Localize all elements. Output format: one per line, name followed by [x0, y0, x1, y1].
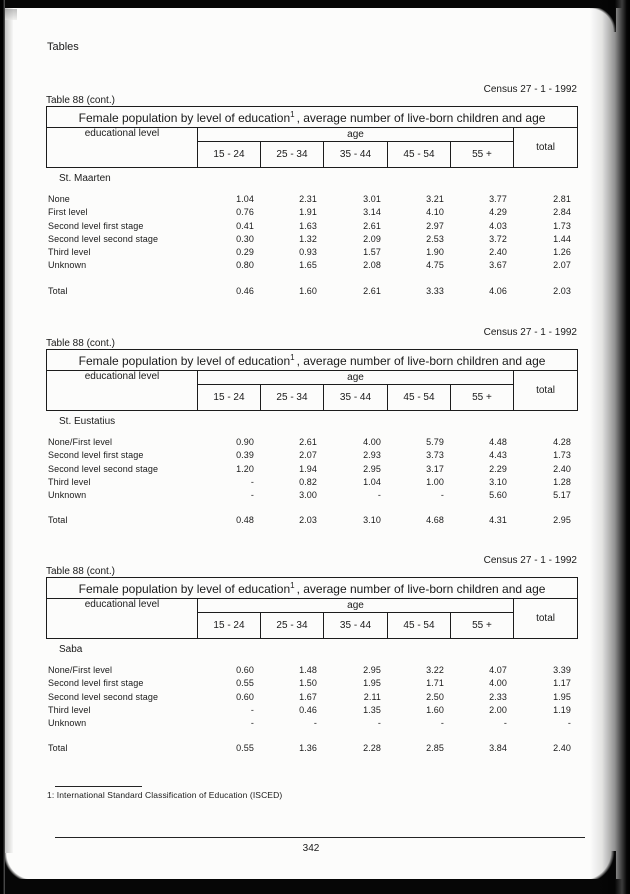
cell-value: 3.17	[426, 463, 444, 474]
cell-value: -	[250, 490, 254, 501]
cell-value: 4.31	[489, 515, 507, 526]
age-group-header: age	[198, 371, 514, 385]
age-range-header: 35 - 44	[324, 613, 388, 639]
table-title-suffix: , average number of live-born children and age	[296, 110, 546, 125]
cell-value: 1.17	[553, 678, 571, 689]
table-row	[46, 476, 577, 489]
total-column-header: total	[514, 128, 578, 168]
table-row	[46, 449, 577, 462]
age-range-header: 35 - 44	[324, 142, 388, 168]
cell-value: 3.72	[489, 233, 507, 244]
cell-value: 1.67	[299, 691, 317, 702]
age-range-header: 15 - 24	[198, 385, 261, 411]
page-number: 342	[302, 843, 320, 854]
cell-value: 4.06	[489, 285, 507, 296]
cell-value: 0.93	[299, 247, 317, 258]
cell-value: 1.32	[299, 233, 317, 244]
footnote: 1: International Standard Classification of Education (ISCED)	[47, 790, 283, 800]
cell-value: 2.95	[553, 515, 571, 526]
cell-value: 1.73	[553, 450, 571, 461]
row-label: Second level first stage	[48, 678, 144, 689]
cell-value: 2.50	[426, 691, 444, 702]
row-label: Third level	[48, 704, 91, 715]
cell-value: -	[313, 718, 317, 729]
census-table-block	[46, 555, 577, 756]
cell-value: 1.57	[363, 247, 381, 258]
region-label: St. Eustatius	[59, 416, 116, 427]
footnote-marker: 1	[290, 109, 295, 119]
cell-value: 4.00	[489, 678, 507, 689]
cell-value: 2.95	[363, 665, 381, 675]
cell-value: 0.41	[236, 220, 254, 231]
cell-value: 2.03	[299, 515, 317, 526]
cell-value: 3.77	[489, 194, 507, 204]
census-date-label: Census 27 - 1 - 1992	[483, 84, 577, 95]
table-row	[46, 233, 577, 246]
footnote-marker: 1	[290, 580, 295, 590]
cell-value: 3.00	[299, 490, 317, 501]
cell-value: 3.67	[489, 260, 507, 271]
cell-value: 0.60	[236, 665, 254, 675]
cell-value: 4.28	[553, 437, 571, 447]
cell-value: 2.00	[489, 704, 507, 715]
table-row	[46, 514, 577, 527]
cell-value: 2.07	[553, 260, 571, 271]
scan-artifact-left-shadow	[5, 0, 13, 894]
table-number-label: Table 88 (cont.)	[46, 95, 115, 106]
cell-value: 2.85	[426, 743, 444, 754]
cell-value: 2.53	[426, 233, 444, 244]
table-row	[46, 463, 577, 476]
row-label: None/First level	[48, 665, 113, 675]
table-row	[46, 677, 577, 690]
cell-value: 2.08	[363, 260, 381, 271]
cell-value: 4.00	[363, 437, 381, 447]
row-label: Second level second stage	[48, 691, 159, 702]
row-label: None/First level	[48, 437, 113, 447]
table-title-suffix: , average number of live-born children and age	[296, 353, 546, 368]
cell-value: 2.33	[489, 691, 507, 702]
cell-value: 1.00	[426, 476, 444, 487]
cell-value: 4.68	[426, 515, 444, 526]
cell-value: 0.76	[236, 207, 254, 218]
page-header-label: Tables	[47, 41, 79, 53]
cell-value: 1.65	[299, 260, 317, 271]
table-header-grid	[46, 349, 578, 411]
cell-value: 1.04	[363, 476, 381, 487]
cell-value: 1.19	[553, 704, 571, 715]
table-row	[46, 259, 577, 272]
cell-value: 0.55	[236, 743, 254, 754]
cell-value: 2.84	[553, 207, 571, 218]
total-column-header: total	[514, 599, 578, 639]
table-row	[46, 436, 577, 449]
cell-value: 3.22	[426, 665, 444, 675]
table-title-text: Female population by level of education	[78, 581, 291, 596]
region-label: St. Maarten	[59, 173, 111, 184]
cell-value: -	[440, 490, 444, 501]
educational-level-header: educational level	[47, 371, 198, 411]
cell-value: 0.29	[236, 247, 254, 258]
cell-value: 1.95	[553, 691, 571, 702]
cell-value: 5.79	[426, 437, 444, 447]
cell-value: 3.21	[426, 194, 444, 204]
cell-value: 0.46	[236, 285, 254, 296]
table-title	[47, 107, 578, 128]
cell-value: 0.82	[299, 476, 317, 487]
cell-value: 1.71	[426, 678, 444, 689]
row-label: Unknown	[48, 718, 87, 729]
table-row	[46, 664, 577, 677]
age-group-header: age	[198, 128, 514, 142]
age-range-header: 15 - 24	[198, 142, 261, 168]
cell-value: 2.61	[363, 285, 381, 296]
cell-value: 1.60	[426, 704, 444, 715]
cell-value: 1.94	[299, 463, 317, 474]
cell-value: 4.29	[489, 207, 507, 218]
scan-artifact-right-shadow	[590, 0, 630, 894]
cell-value: 1.60	[299, 285, 317, 296]
table-row	[46, 691, 577, 704]
cell-value: -	[250, 476, 254, 487]
cell-value: -	[250, 718, 254, 729]
row-label: None	[48, 194, 70, 204]
cell-value: 2.40	[553, 463, 571, 474]
total-row-container	[46, 514, 577, 527]
table-row	[46, 246, 577, 259]
cell-value: -	[503, 718, 507, 729]
cell-value: 1.36	[299, 743, 317, 754]
footnote-marker: 1	[290, 352, 295, 362]
footnote-rule	[55, 786, 142, 787]
age-range-header: 45 - 54	[388, 142, 451, 168]
cell-value: -	[250, 704, 254, 715]
cell-value: 3.14	[363, 207, 381, 218]
cell-value: 2.97	[426, 220, 444, 231]
cell-value: 2.07	[299, 450, 317, 461]
cell-value: 2.11	[363, 691, 381, 702]
row-label: Second level first stage	[48, 220, 144, 231]
cell-value: 0.55	[236, 678, 254, 689]
cell-value: 1.63	[299, 220, 317, 231]
cell-value: 2.81	[553, 194, 571, 204]
cell-value: 2.28	[363, 743, 381, 754]
cell-value: 1.48	[299, 665, 317, 675]
table-row	[46, 206, 577, 219]
cell-value: 4.10	[426, 207, 444, 218]
row-label: Total	[48, 743, 68, 754]
table-title	[47, 578, 578, 599]
row-label: Unknown	[48, 260, 87, 271]
age-range-header: 45 - 54	[388, 385, 451, 411]
cell-value: 4.03	[489, 220, 507, 231]
cell-value: 0.90	[236, 437, 254, 447]
data-rows	[46, 193, 577, 273]
table-row	[46, 704, 577, 717]
footer-rule	[55, 837, 585, 838]
cell-value: 1.90	[426, 247, 444, 258]
age-range-header: 25 - 34	[261, 385, 324, 411]
census-date-label: Census 27 - 1 - 1992	[483, 327, 577, 338]
cell-value: 5.60	[489, 490, 507, 501]
cell-value: 2.31	[299, 194, 317, 204]
cell-value: 1.26	[553, 247, 571, 258]
cell-value: 0.39	[236, 450, 254, 461]
cell-value: 2.95	[363, 463, 381, 474]
table-row	[46, 220, 577, 233]
age-range-header: 45 - 54	[388, 613, 451, 639]
cell-value: 4.48	[489, 437, 507, 447]
cell-value: 2.61	[363, 220, 381, 231]
scan-artifact-left-edge	[0, 0, 5, 894]
table-header-grid	[46, 577, 578, 639]
cell-value: 3.39	[553, 665, 571, 675]
cell-value: 0.80	[236, 260, 254, 271]
table-row	[46, 742, 577, 755]
cell-value: -	[440, 718, 444, 729]
census-table-block	[46, 84, 577, 298]
cell-value: 2.29	[489, 463, 507, 474]
cell-value: 0.46	[299, 704, 317, 715]
cell-value: 2.93	[363, 450, 381, 461]
cell-value: 2.40	[553, 743, 571, 754]
cell-value: 1.50	[299, 678, 317, 689]
cell-value: 4.75	[426, 260, 444, 271]
table-title-suffix: , average number of live-born children and age	[296, 581, 546, 596]
cell-value: 1.28	[553, 476, 571, 487]
cell-value: 3.01	[363, 194, 381, 204]
cell-value: 2.03	[553, 285, 571, 296]
cell-value: 5.17	[553, 490, 571, 501]
educational-level-header: educational level	[47, 599, 198, 639]
total-column-header: total	[514, 371, 578, 411]
cell-value: 3.33	[426, 285, 444, 296]
table-row	[46, 193, 577, 206]
cell-value: 2.40	[489, 247, 507, 258]
cell-value: 1.04	[236, 194, 254, 204]
table-header-grid	[46, 106, 578, 168]
region-label: Saba	[59, 644, 83, 655]
data-rows	[46, 664, 577, 730]
cell-value: 1.35	[363, 704, 381, 715]
table-row	[46, 717, 577, 730]
cell-value: 4.07	[489, 665, 507, 675]
age-range-header: 35 - 44	[324, 385, 388, 411]
cell-value: 3.10	[489, 476, 507, 487]
age-group-header: age	[198, 599, 514, 613]
cell-value: 3.10	[363, 515, 381, 526]
age-range-header: 55 +	[451, 385, 514, 411]
scan-artifact-corner-bl	[3, 853, 33, 881]
cell-value: 1.20	[236, 463, 254, 474]
cell-value: 4.43	[489, 450, 507, 461]
scan-artifact-top-band	[0, 0, 630, 8]
age-range-header: 55 +	[451, 613, 514, 639]
table-row	[46, 285, 577, 298]
age-range-header: 25 - 34	[261, 142, 324, 168]
total-row-container	[46, 285, 577, 298]
scan-artifact-bottom-band	[0, 879, 630, 894]
row-label: Second level first stage	[48, 450, 144, 461]
age-range-header: 15 - 24	[198, 613, 261, 639]
cell-value: 1.91	[299, 207, 317, 218]
cell-value: -	[377, 490, 381, 501]
table-number-label: Table 88 (cont.)	[46, 338, 115, 349]
row-label: Third level	[48, 247, 91, 258]
age-range-header: 25 - 34	[261, 613, 324, 639]
table-title-text: Female population by level of education	[78, 110, 291, 125]
cell-value: -	[567, 718, 571, 729]
cell-value: 3.84	[489, 743, 507, 754]
cell-value: 1.44	[553, 233, 571, 244]
total-row-container	[46, 742, 577, 755]
row-label: Total	[48, 515, 68, 526]
cell-value: 1.73	[553, 220, 571, 231]
row-label: Second level second stage	[48, 463, 159, 474]
cell-value: 0.48	[236, 515, 254, 526]
table-title	[47, 350, 578, 371]
table-row	[46, 489, 577, 502]
row-label: First level	[48, 207, 88, 218]
row-label: Total	[48, 285, 68, 296]
table-number-label: Table 88 (cont.)	[46, 566, 115, 577]
cell-value: 2.09	[363, 233, 381, 244]
cell-value: -	[377, 718, 381, 729]
table-title-text: Female population by level of education	[78, 353, 291, 368]
cell-value: 2.61	[299, 437, 317, 447]
data-rows	[46, 436, 577, 502]
row-label: Second level second stage	[48, 233, 159, 244]
census-table-block	[46, 327, 577, 528]
cell-value: 0.30	[236, 233, 254, 244]
cell-value: 1.95	[363, 678, 381, 689]
cell-value: 3.73	[426, 450, 444, 461]
educational-level-header: educational level	[47, 128, 198, 168]
cell-value: 0.60	[236, 691, 254, 702]
row-label: Unknown	[48, 490, 87, 501]
age-range-header: 55 +	[451, 142, 514, 168]
census-date-label: Census 27 - 1 - 1992	[483, 555, 577, 566]
row-label: Third level	[48, 476, 91, 487]
